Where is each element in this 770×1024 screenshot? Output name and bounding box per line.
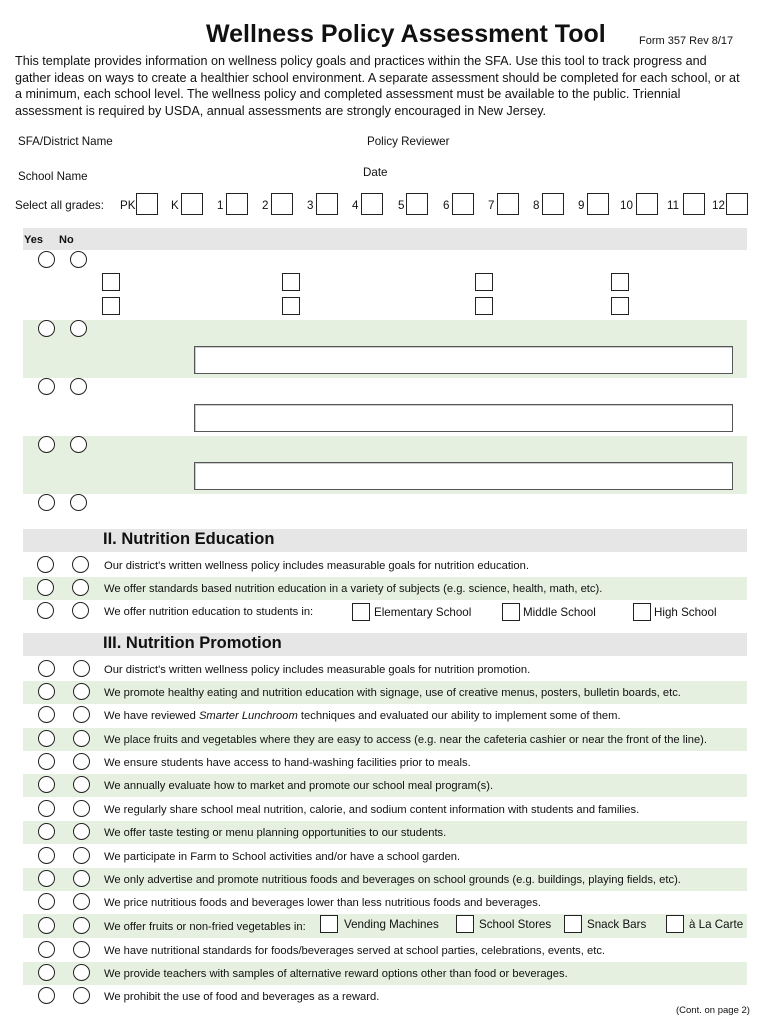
- no-column-label: No: [59, 234, 74, 246]
- a-la-carte-checkbox[interactable]: [666, 915, 684, 933]
- s2-q3-no-radio[interactable]: [72, 602, 89, 619]
- snack-bars-checkbox[interactable]: [564, 915, 582, 933]
- grade-label-11: 11: [667, 199, 680, 212]
- s2-q1-no-radio[interactable]: [72, 556, 89, 573]
- grade-label-4: 4: [352, 199, 359, 212]
- s1-option-checkbox[interactable]: [611, 273, 629, 291]
- s3-q15-no-radio[interactable]: [73, 987, 90, 1004]
- s2-q1-yes-radio[interactable]: [37, 556, 54, 573]
- middle-school-checkbox[interactable]: [502, 603, 520, 621]
- s3-q3-yes-radio[interactable]: [38, 706, 55, 723]
- s1-q3-yes-radio[interactable]: [38, 378, 55, 395]
- s3-q9-yes-radio[interactable]: [38, 847, 55, 864]
- section-2-title: II. Nutrition Education: [103, 530, 275, 548]
- s3-q12-no-radio[interactable]: [73, 917, 90, 934]
- s3-q7-yes-radio[interactable]: [38, 800, 55, 817]
- school-stores-label: School Stores: [479, 918, 552, 931]
- elementary-school-checkbox[interactable]: [352, 603, 370, 621]
- s3-q3-text-end: techniques and evaluated our ability to implement some of them.: [300, 710, 621, 722]
- grades-label: Select all grades:: [15, 199, 104, 212]
- s1-q4-yes-radio[interactable]: [38, 436, 55, 453]
- s3-q13-no-radio[interactable]: [73, 941, 90, 958]
- s3-q12-yes-radio[interactable]: [38, 917, 55, 934]
- grade-checkbox-2[interactable]: [271, 193, 293, 215]
- high-school-checkbox[interactable]: [633, 603, 651, 621]
- s3-q3-text: [104, 710, 621, 722]
- grade-checkbox-1[interactable]: [226, 193, 248, 215]
- school-stores-checkbox[interactable]: [456, 915, 474, 933]
- middle-school-label: Middle School: [523, 606, 596, 619]
- s3-q10-yes-radio[interactable]: [38, 870, 55, 887]
- grade-label-k: K: [171, 199, 179, 212]
- grade-label-5: 5: [398, 199, 405, 212]
- s1-q1-yes-radio[interactable]: [38, 251, 55, 268]
- grade-checkbox-10[interactable]: [636, 193, 658, 215]
- s2-q3-text: We offer nutrition education to students in:: [104, 606, 314, 618]
- grade-selector: [15, 193, 755, 219]
- grade-checkbox-6[interactable]: [452, 193, 474, 215]
- s1-q5-no-radio[interactable]: [70, 494, 87, 511]
- s3-q6-yes-radio[interactable]: [38, 776, 55, 793]
- s3-q11-no-radio[interactable]: [73, 893, 90, 910]
- section-1-header-band: [23, 228, 747, 250]
- s3-q14-text: We provide teachers with samples of alternative reward options other than food or beverages.: [104, 968, 568, 980]
- form-number: Form 357 Rev 8/17: [639, 35, 734, 47]
- date-label: Date: [363, 166, 388, 179]
- grade-checkbox-3[interactable]: [316, 193, 338, 215]
- s3-q8-yes-radio[interactable]: [38, 823, 55, 840]
- s3-q5-no-radio[interactable]: [73, 753, 90, 770]
- s1-option-checkbox[interactable]: [102, 297, 120, 315]
- grade-checkbox-4[interactable]: [361, 193, 383, 215]
- s1-q3-no-radio[interactable]: [70, 378, 87, 395]
- grade-checkbox-9[interactable]: [587, 193, 609, 215]
- grade-label-9: 9: [578, 199, 585, 212]
- s3-q5-text: We ensure students have access to hand-washing facilities prior to meals.: [104, 757, 471, 769]
- s3-q3-no-radio[interactable]: [73, 706, 90, 723]
- s1-q1-no-radio[interactable]: [70, 251, 87, 268]
- s1-option-checkbox[interactable]: [102, 273, 120, 291]
- s1-q5-yes-radio[interactable]: [38, 494, 55, 511]
- s3-q4-text: We place fruits and vegetables where they are easy to access (e.g. near the cafeteria cashier or near the front of the line).: [104, 734, 708, 746]
- grade-label-pk: PK: [120, 199, 136, 212]
- a-la-carte-label: à La Carte: [689, 918, 744, 931]
- s2-q2-text: We offer standards based nutrition education in a variety of subjects (e.g. science, health, math, etc).: [104, 583, 603, 595]
- section-3-title: III. Nutrition Promotion: [103, 634, 282, 652]
- s1-option-checkbox[interactable]: [611, 297, 629, 315]
- s3-q2-yes-radio[interactable]: [38, 683, 55, 700]
- grade-checkbox-11[interactable]: [683, 193, 705, 215]
- grade-label-6: 6: [443, 199, 450, 212]
- sfa-district-label: SFA/District Name: [18, 135, 113, 148]
- s3-q2-no-radio[interactable]: [73, 683, 90, 700]
- s1-q2-text-input[interactable]: [194, 346, 733, 374]
- s3-q15-yes-radio[interactable]: [38, 987, 55, 1004]
- s2-q2-no-radio[interactable]: [72, 579, 89, 596]
- s1-option-checkbox[interactable]: [475, 273, 493, 291]
- school-name-label: School Name: [18, 170, 88, 183]
- s3-q15-text: We prohibit the use of food and beverages as a reward.: [104, 991, 380, 1003]
- s3-q2-text: We promote healthy eating and nutrition education with signage, use of creative menus, posters, bulletin boards, etc.: [104, 687, 681, 699]
- s2-q1-text: Our district's written wellness policy includes measurable goals for nutrition education.: [104, 560, 529, 572]
- s2-q3-yes-radio[interactable]: [37, 602, 54, 619]
- s1-option-checkbox[interactable]: [282, 297, 300, 315]
- s1-option-checkbox[interactable]: [282, 273, 300, 291]
- continued-note: (Cont. on page 2): [676, 1005, 750, 1016]
- s3-q8-text: We offer taste testing or menu planning opportunities to our students.: [104, 827, 447, 839]
- smarter-lunchroom-text: Smarter Lunchroom: [198, 710, 298, 722]
- s3-q13-yes-radio[interactable]: [38, 941, 55, 958]
- vending-machines-label: Vending Machines: [344, 918, 439, 931]
- high-school-label: High School: [654, 606, 717, 619]
- s1-q4-no-radio[interactable]: [70, 436, 87, 453]
- grade-label-7: 7: [488, 199, 495, 212]
- s3-q14-no-radio[interactable]: [73, 964, 90, 981]
- policy-reviewer-label: Policy Reviewer: [367, 135, 450, 148]
- s3-q6-no-radio[interactable]: [73, 776, 90, 793]
- s1-q2-no-radio[interactable]: [70, 320, 87, 337]
- grade-label-8: 8: [533, 199, 540, 212]
- yes-column-label: Yes: [24, 234, 43, 246]
- s3-q9-no-radio[interactable]: [73, 847, 90, 864]
- s3-q6-text: We annually evaluate how to market and promote our school meal program(s).: [104, 780, 494, 792]
- s3-q5-yes-radio[interactable]: [38, 753, 55, 770]
- grade-label-1: 1: [217, 199, 224, 212]
- s3-q12-text: We offer fruits or non-fried vegetables in:: [104, 921, 306, 933]
- s3-q8-no-radio[interactable]: [73, 823, 90, 840]
- grade-label-2: 2: [262, 199, 269, 212]
- grade-label-10: 10: [620, 199, 633, 212]
- grade-checkbox-12[interactable]: [726, 193, 748, 215]
- s3-q11-text: We price nutritious foods and beverages lower than less nutritious foods and beverages.: [104, 897, 541, 909]
- grade-checkbox-k[interactable]: [181, 193, 203, 215]
- s2-q2-yes-radio[interactable]: [37, 579, 54, 596]
- s1-q2-yes-radio[interactable]: [38, 320, 55, 337]
- s3-q4-yes-radio[interactable]: [38, 730, 55, 747]
- grade-checkbox-pk[interactable]: [136, 193, 158, 215]
- s3-q10-text: We only advertise and promote nutritious foods and beverages on school grounds (e.g. buildings, playing fields, etc).: [104, 874, 681, 886]
- snack-bars-label: Snack Bars: [587, 918, 647, 931]
- s3-q7-no-radio[interactable]: [73, 800, 90, 817]
- s3-q1-text: Our district's written wellness policy includes measurable goals for nutrition promotion.: [104, 664, 531, 676]
- s3-q9-text: We participate in Farm to School activities and/or have a school garden.: [104, 851, 461, 863]
- s3-q7-text: We regularly share school meal nutrition, calorie, and sodium content information with students and families.: [104, 804, 640, 816]
- s3-q13-text: We have nutritional standards for foods/beverages served at school parties, celebrations, events, etc.: [104, 945, 606, 957]
- s1-option-checkbox[interactable]: [475, 297, 493, 315]
- s3-q14-yes-radio[interactable]: [38, 964, 55, 981]
- grade-checkbox-5[interactable]: [406, 193, 428, 215]
- s3-q10-no-radio[interactable]: [73, 870, 90, 887]
- page-title: Wellness Policy Assessment Tool: [206, 20, 606, 48]
- grade-label-12: 12: [712, 199, 725, 212]
- s1-q4-text-input[interactable]: [194, 462, 733, 490]
- intro-paragraph: This template provides information on wellness policy goals and practices within the SFA. Use this tool to track progress and gather ideas on ways to create a healthier school environment. A separate assessment should be completed for each school, or at a minimum, each school level. The wellness policy and completed assessment must be available to the public. Triennial assessment is required by USDA, annual assessments are strongly encouraged in New Jersey.: [15, 54, 740, 118]
- vending-machines-checkbox[interactable]: [320, 915, 338, 933]
- s3-q1-no-radio[interactable]: [73, 660, 90, 677]
- grade-checkbox-7[interactable]: [497, 193, 519, 215]
- elementary-school-label: Elementary School: [374, 606, 472, 619]
- s3-q11-yes-radio[interactable]: [38, 893, 55, 910]
- s3-q1-yes-radio[interactable]: [38, 660, 55, 677]
- s3-q3-text-start: We have reviewed: [104, 710, 196, 722]
- s3-q4-no-radio[interactable]: [73, 730, 90, 747]
- grade-checkbox-8[interactable]: [542, 193, 564, 215]
- s1-q3-text-input[interactable]: [194, 404, 733, 432]
- grade-label-3: 3: [307, 199, 314, 212]
